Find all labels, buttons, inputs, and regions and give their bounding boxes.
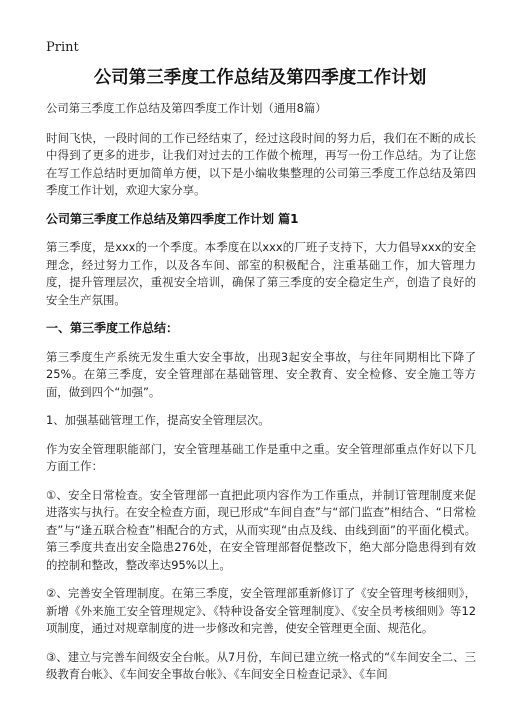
page-title: 公司第三季度工作总结及第四季度工作计划 bbox=[93, 68, 427, 88]
body-paragraph: ①、安全日常检查。安全管理部一直把此项内容作为工作重点，并制订管理制度来促进落实与执行。在安全检查方面，现已形成“车间自查”与“部门监查”相结合、“日常检查”与“逢五联合检查”相配合的方式，从而实现“由点及线、由线到面”的平面化模式。第三季度共查出安全隐患276处，在安全管理部督促整改下，绝大部分隐患得到有效的控制和整改，整改率达95%以上。 bbox=[46, 487, 476, 572]
document-body bbox=[46, 100, 476, 695]
list-item: 1、加强基础管理工作，提高安全管理层次。 bbox=[46, 413, 270, 427]
body-paragraph: ③、建立与完善车间级安全台帐。从7月份，车间已建立统一格式的“《车间安全二、三级教育台帐》、《车间安全事故台帐》、《车间安全日检查记录》、《车间 bbox=[46, 649, 476, 681]
subsection-heading: 一、第三季度工作总结： bbox=[46, 321, 179, 335]
body-paragraph: 第三季度，是xxx的一个季度。本季度在以xxx的厂班子支持下，大力倡导xxx的安全理念，经过努力工作，以及各车间、部室的积极配合，注重基础工作，加大管理力度，提升管理层次，重视安全培训，确保了第三季度的安全稳定生产，创造了良好的安全生产氛围。 bbox=[46, 240, 476, 307]
document-subtitle: 公司第三季度工作总结及第四季度工作计划（通用8篇） bbox=[46, 101, 327, 115]
body-paragraph: 作为安全管理职能部门，安全管理基础工作是重中之重。安全管理部重点作好以下几方面工作： bbox=[46, 441, 476, 473]
intro-paragraph: 时间飞快，一段时间的工作已经结束了，经过这段时间的努力后，我们在不断的成长中得到了更多的进步，让我们对过去的工作做个梳理，再写一份工作总结。为了让您在写工作总结时更加简单方便，以下是小编收集整理的公司第三季度工作总结及第四季度工作计划，欢迎大家分享。 bbox=[46, 130, 476, 197]
body-paragraph: ②、完善安全管理制度。在第三季度，安全管理部重新修订了《安全管理考核细则》，新增《外来施工安全管理规定》、《特种设备安全管理制度》、《安全员考核细则》等12项制度，通过对规章制度的进一步修改和完善，使安全管理更全面、规范化。 bbox=[46, 586, 476, 635]
section-heading: 公司第三季度工作总结及第四季度工作计划 篇1 bbox=[46, 211, 299, 226]
body-paragraph: 第三季度生产系统无发生重大安全事故，出现3起安全事故，与往年同期相比下降了25%。在第三季度，安全管理部在基础管理、安全教育、安全检修、安全施工等方面，做到四个“加强”。 bbox=[46, 349, 476, 399]
print-link[interactable]: Print bbox=[46, 40, 79, 55]
